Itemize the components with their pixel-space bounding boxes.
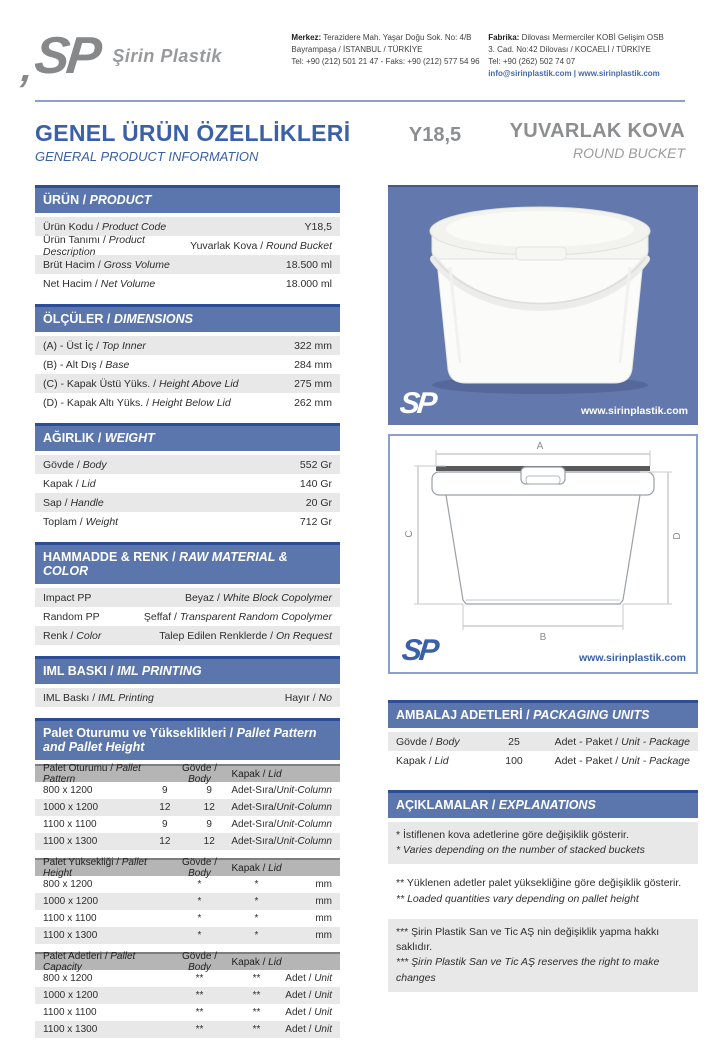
table-row: 800 x 1200 * * mm [43, 879, 332, 890]
dim-label-d: D [672, 532, 683, 540]
table-row [35, 474, 340, 493]
product-name: YUVARLAK KOVA ROUND BUCKET [509, 120, 685, 161]
row-value: 18.500 ml [285, 258, 332, 271]
section-agirlik [35, 423, 340, 531]
table-row [35, 355, 340, 374]
section-aciklamalar [388, 790, 698, 992]
table-row: 1100 x 1300 * * mm [35, 927, 340, 944]
row-label: (C) - Kapak Üstü Yüks. / Height Above Lid [43, 377, 239, 390]
table-row: Kapak / Lid 100 Adet - Paket / Unit - Package [396, 754, 690, 767]
website-label: www.sirinplastik.com [581, 405, 688, 417]
technical-drawing [388, 434, 698, 674]
row-label: Ürün Kodu / Product Code [43, 220, 167, 233]
row-label: Gövde / Body [43, 458, 107, 471]
table-row: 1100 x 1300 ** ** Adet / Unit [35, 1021, 340, 1038]
merkez-label: Merkez: [291, 33, 322, 42]
table-row: 1000 x 1200 * * mm [35, 893, 340, 910]
note-block: *** Şirin Plastik San ve Tic AŞ nin değişiklik yapma hakkı saklıdır. *** Şirin Plastik San ve Tic AŞ reserves the right to make changes [388, 919, 698, 992]
section-urun [35, 185, 340, 293]
table-row [35, 512, 340, 531]
section-header-olculer: ÖLÇÜLER / DIMENSIONS [35, 304, 340, 332]
row-value: 284 mm [294, 358, 332, 371]
sp-logo-icon: SP [398, 387, 436, 420]
row-label: Kapak / Lid [43, 477, 96, 490]
row-value: Yuvarlak Kova / Round Bucket [190, 239, 332, 252]
table-row [35, 688, 340, 707]
row-value: 322 mm [294, 339, 332, 352]
row-label: (B) - Alt Dış / Base [43, 358, 130, 371]
sp-logo-icon: SP , [19, 27, 102, 90]
table-row [35, 336, 340, 355]
qty-value: 100 [505, 754, 523, 767]
row-label: IML Baskı / IML Printing [43, 691, 154, 704]
table-row [35, 255, 340, 274]
table-row: 1000 x 1200 12 12 Adet-Sıra/Unit-Column [35, 799, 340, 816]
fabrika-label: Fabrika: [488, 33, 520, 42]
section-header-aciklamalar: AÇIKLAMALAR / EXPLANATIONS [388, 790, 698, 818]
table-row: 1000 x 1200 ** ** Adet / Unit [35, 987, 340, 1004]
product-code: Y18,5 [408, 124, 462, 146]
page-header [19, 24, 685, 90]
website-label: www.sirinplastik.com [579, 652, 686, 664]
row-label: Renk / Color [43, 629, 102, 642]
table-row: 1100 x 1300 12 12 Adet-Sıra/Unit-Column [35, 833, 340, 850]
dim-label-c: C [404, 530, 415, 538]
table-row: 800 x 1200 ** ** Adet / Unit [43, 973, 332, 984]
section-iml [35, 656, 340, 707]
header-divider [35, 100, 685, 102]
qty-value: 25 [508, 735, 520, 748]
section-header-hammadde: HAMMADDE & RENK / RAW MATERIAL & COLOR [35, 542, 340, 584]
brand-block [19, 24, 291, 90]
note-block: ** Yüklenen adetler palet yüksekliğine göre değişiklik gösterir. ** Loaded quantities vary depending on pallet height [396, 877, 682, 905]
contact-links[interactable]: info@sirinplastik.com | www.sirinplastik.com [488, 69, 660, 78]
row-label: Impact PP [43, 591, 92, 604]
row-label: (D) - Kapak Altı Yüks. / Height Below Lid [43, 396, 231, 409]
table-row [35, 274, 340, 293]
table-row: 1100 x 1100 9 9 Adet-Sıra/Unit-Column [43, 819, 332, 830]
row-value: 712 Gr [299, 515, 332, 528]
section-hammadde [35, 542, 340, 645]
logo-hook: , [19, 46, 33, 90]
row-label: Net Hacim / Net Volume [43, 277, 156, 290]
row-value: 275 mm [294, 377, 332, 390]
table-row: 800 x 1200 9 9 Adet-Sıra/Unit-Column [43, 785, 332, 796]
dim-label-b: B [539, 632, 547, 643]
table-row [35, 233, 340, 258]
section-header-ambalaj: AMBALAJ ADETLERİ / PACKAGING UNITS [388, 700, 698, 728]
sp-logo-icon: SP [400, 634, 438, 667]
right-column [388, 185, 698, 1003]
address-merkez: Merkez: Terazidere Mah. Yaşar Doğu Sok. No: 4/B Bayrampaşa / İSTANBUL / TÜRKİYE Tel: +90 (212) 501 21 47 - Faks: +90 (212) 577 54 96 [291, 33, 480, 66]
section-header-iml: IML BASKI / IML PRINTING [35, 656, 340, 684]
note-block: * İstiflenen kova adetlerine göre değişiklik gösterir. * Varies depending on the number of stacked buckets [388, 822, 698, 864]
row-label: Toplam / Weight [43, 515, 119, 528]
row-value: 20 Gr [305, 496, 332, 509]
address-fabrika: Fabrika: Dilovası Mermerciler KOBİ Gelişim OSB 3. Cad. No:42 Dilovası / KOCAELİ / TÜRKİYE Tel: +90 (262) 502 74 07 info@sirinplastik.com | www.sirinplastik.com [488, 24, 685, 88]
pallet-table-header: Palet Adetleri / Pallet Capacity Gövde / Body Kapak / Lid [35, 952, 340, 970]
row-value: Talep Edilen Renklerde / On Request [159, 629, 332, 642]
table-row [35, 493, 340, 512]
dimension-drawing [390, 436, 696, 650]
row-label: Random PP [43, 610, 100, 623]
table-row [35, 607, 340, 626]
table-row [35, 626, 340, 645]
pallet-pattern-table [35, 764, 340, 850]
dim-label-a: A [536, 441, 544, 452]
table-row: 1100 x 1100 ** ** Adet / Unit [43, 1007, 332, 1018]
pallet-table-header: Palet Yüksekliği / Pallet Height Gövde / Body Kapak / Lid [35, 858, 340, 876]
table-row: 1100 x 1100 * * mm [43, 913, 332, 924]
table-row [35, 374, 340, 393]
row-value: Hayır / No [284, 691, 332, 704]
table-row: Gövde / Body 25 Adet - Paket / Unit - Package [388, 732, 698, 751]
title-bar [35, 120, 685, 168]
section-olculer [35, 304, 340, 412]
table-row [35, 393, 340, 412]
table-row [35, 455, 340, 474]
row-value: Beyaz / White Block Copolymer [184, 591, 332, 604]
pallet-capacity-table [35, 952, 340, 1038]
row-label: Sap / Handle [43, 496, 104, 509]
section-ambalaj [388, 700, 698, 770]
row-value: 262 mm [294, 396, 332, 409]
product-photo [388, 185, 698, 425]
pallet-height-table [35, 858, 340, 944]
row-value: 140 Gr [299, 477, 332, 490]
bucket-photo-illustration [390, 193, 696, 399]
row-value: Y18,5 [304, 220, 332, 233]
row-value: 18.000 ml [285, 277, 332, 290]
section-header-agirlik: AĞIRLIK / WEIGHT [35, 423, 340, 451]
row-label: Ürün Tanımı / Product Description [43, 233, 145, 258]
section-header-urun: ÜRÜN / PRODUCT [35, 185, 340, 213]
page-title: GENEL ÜRÜN ÖZELLİKLERİ GENERAL PRODUCT INFORMATION [35, 120, 351, 164]
brand-name: Şirin Plastik [112, 45, 222, 66]
section-header-palet: Palet Oturumu ve Yükseklikleri / Pallet Pattern and Pallet Height [35, 718, 340, 760]
table-row [35, 588, 340, 607]
left-column [35, 185, 340, 1049]
row-label: (A) - Üst İç / Top Inner [43, 339, 146, 352]
row-value: Şeffaf / Transparent Random Copolymer [143, 610, 332, 623]
row-label: Brüt Hacim / Gross Volume [43, 258, 170, 271]
section-palet [35, 718, 340, 1038]
pallet-table-header: Palet Oturumu / Pallet Pattern Gövde / Body Kapak / Lid [35, 764, 340, 782]
row-value: 552 Gr [299, 458, 332, 471]
